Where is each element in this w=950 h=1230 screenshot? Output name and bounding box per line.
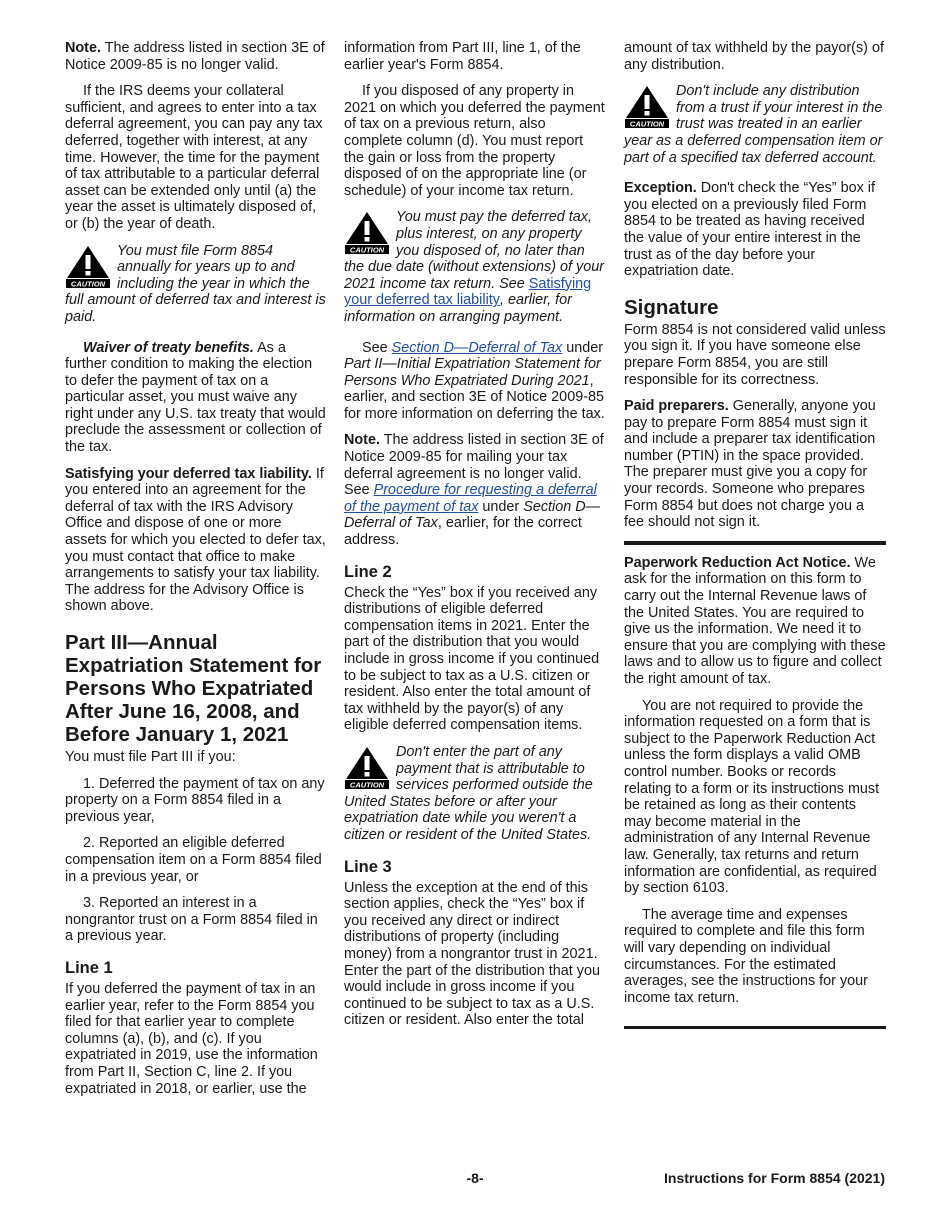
caution-icon <box>65 245 111 289</box>
signature-heading: Signature <box>624 295 719 319</box>
line1-heading: Line 1 <box>65 958 113 977</box>
pra-paragraph-2: You are not required to provide the information requested on a form that is subject to the Paperwork Reduction Act unless the form displays a valid OMB control number. Books or records relating to a form or its instructions must be retained as long as their contents may become material in the administration of any Internal Revenue law. Generally, tax returns and return information are confidential, as required by section 6103. <box>624 697 880 897</box>
svg-text:CAUTION: CAUTION <box>349 780 385 790</box>
caution-text: Don't include any distribution from a trust if your interest in the trust was treated in an earlier year as a deferred compensation item or part of a specified tax deferred account. <box>624 83 883 166</box>
exception-paragraph: Exception. Don't check the “Yes” box if you elected on a previously filed Form 8854 to be treated as having received the value of your entire interest in the trust as of the day before your expatriation date. <box>624 180 875 280</box>
column-middle <box>344 40 606 1039</box>
caution-icon <box>344 746 390 790</box>
section-d-link[interactable]: Section D—Deferral of Tax <box>391 339 563 356</box>
line2-paragraph: Check the “Yes” box if you received any distributions of eligible deferred compensation items in 2021. Enter the part of the distribution that you would include in gross income if you continued to be subject to tax as a U.S. citizen or resident. Also enter the total amount of tax withheld by the payor(s) of any eligible deferred compensation items. <box>344 584 600 734</box>
end-divider <box>624 1026 886 1029</box>
column-right <box>624 40 886 1029</box>
disposal-paragraph: If you disposed of any property in 2021 on which you deferred the payment of tax on a previous return, also complete column (d). You must report the gain or loss from the property disposed of on the appropriate line (or schedule) of your income tax return. <box>344 83 605 199</box>
collateral-paragraph: If the IRS deems your collateral sufficient, and agrees to enter into a tax deferral agreement, you can pay any tax deferred, together with interest, at any time. However, the time for the payment of tax attributable to a particular deferral asset can be extended only until (a) the year the asset is ultimately disposed of, or (b) the year of death. <box>65 83 323 232</box>
caution-text: You must file Form 8854 annually for years up to and including the year in which the full amount of deferred tax and interest is paid. <box>65 242 326 325</box>
line1-paragraph: If you deferred the payment of tax in an earlier year, refer to the Form 8854 you filed for that earlier year to complete columns (a), (b), and (c). If you expatriated in 2019, use the information from Part II, Section C, line 2. If you expatriated in 2018, or earlier, use the <box>65 980 318 1097</box>
footer-title: Instructions for Form 8854 (2021) <box>664 1170 885 1186</box>
caution-box: CAUTION You must pay the deferred tax, plus interest, on any property you disposed of, no later than the due date (without extensions) of your 2021 income tax return. See Satisfying your deferred tax liability, earlier, for information on arranging payment. <box>344 209 604 325</box>
line2-heading: Line 2 <box>344 562 392 581</box>
line3-heading: Line 3 <box>344 857 392 876</box>
see-paragraph: See Section D—Deferral of Tax under Part II—Initial Expatriation Statement for Persons Who Expatriated During 2021, earlier, and section 3E of Notice 2009-85 for more information on deferring the tax. <box>344 339 605 422</box>
list-item: 1. Deferred the payment of tax on any property on a Form 8854 filed in a previous year, <box>65 775 325 825</box>
part3-heading: Part III—Annual Expatriation Statement for Persons Who Expatriated After June 16, 2008, and Before January 1, 2021 <box>65 631 322 746</box>
caution-icon <box>344 211 390 255</box>
list-item: 2. Reported an eligible deferred compensation item on a Form 8854 filed in a previous year, or <box>65 835 322 885</box>
svg-text:CAUTION: CAUTION <box>70 279 106 289</box>
note-paragraph: Note. The address listed in section 3E of Notice 2009-85 for mailing your tax deferral agreement is no longer valid. See Procedure for requesting a deferral of the payment of tax under Section D—Deferral of Tax, earlier, for the correct address. <box>344 432 604 549</box>
paid-preparers-paragraph: Paid preparers. Generally, anyone you pay to prepare Form 8854 must sign it and include a preparer tax identification number (PTIN) in the space provided. The preparer must give you a copy for your records. Someone who prepares Form 8854 but does not charge you a fee should not sign it. <box>624 398 876 531</box>
svg-text:CAUTION: CAUTION <box>349 245 385 255</box>
caution-box <box>65 243 327 326</box>
page-number: -8- <box>466 1170 484 1186</box>
satisfy-paragraph: Satisfying your deferred tax liability. If you entered into an agreement for the deferral of tax with the IRS Advisory Office and dispose of one or more assets for which you elected to defer tax, you must contact that office to make arrangements to satisfy your tax liability. The address for the Advisory Office is shown above. <box>65 465 326 615</box>
caution-text: Don't enter the part of any payment that is attributable to services performed outside the United States before or after your expatriation date while you weren't a citizen or resident of the United States. <box>344 743 593 843</box>
caution-box <box>344 744 606 844</box>
caution-box <box>624 83 886 166</box>
caution-icon <box>624 85 670 129</box>
signature-paragraph: Form 8854 is not considered valid unless you sign it. If you have someone else prepare Form 8854, you are still responsible for its correctness. <box>624 321 886 388</box>
continued-paragraph: information from Part III, line 1, of the earlier year's Form 8854. <box>344 40 581 73</box>
note-paragraph: Note. The address listed in section 3E of Notice 2009-85 is no longer valid. <box>65 40 325 73</box>
procedure-deferral-link[interactable]: Procedure for requesting a deferral of the payment of tax <box>344 482 597 515</box>
column-left <box>65 40 327 1107</box>
line3-paragraph: Unless the exception at the end of this section applies, check the “Yes” box if you received any direct or indirect distributions of property (including money) from a nongrantor trust in 2021. Enter the part of the distribution that you would include in gross income if you continued to be subject to tax as a U.S. citizen or resident. Also enter the total <box>344 879 600 1029</box>
svg-text:CAUTION: CAUTION <box>629 119 665 129</box>
continued-paragraph: amount of tax withheld by the payor(s) of any distribution. <box>624 40 884 73</box>
part3-intro: You must file Part III if you: <box>65 749 236 765</box>
pra-paragraph-3: The average time and expenses required to complete and file this form will vary depending on individual circumstances. For the estimated averages, see the instructions for your income tax return. <box>624 906 868 1006</box>
satisfy-liability-link[interactable]: Satisfying your deferred tax liability <box>344 275 592 309</box>
waiver-paragraph: Waiver of treaty benefits. As a further condition to making the election to defer the payment of tax on a particular asset, you must waive any right under any U.S. tax treaty that would preclude the assessment or collection of the tax. <box>65 339 326 456</box>
pra-paragraph: Paperwork Reduction Act Notice. We ask for the information on this form to carry out the Internal Revenue laws of the United States. You are required to give us the information. We need it to ensure that you are complying with these laws and to allow us to figure and collect the right amount of tax. <box>624 554 886 687</box>
list-item: 3. Reported an interest in a nongrantor trust on a Form 8854 filed in a previous year. <box>65 895 318 945</box>
section-divider <box>624 541 886 545</box>
